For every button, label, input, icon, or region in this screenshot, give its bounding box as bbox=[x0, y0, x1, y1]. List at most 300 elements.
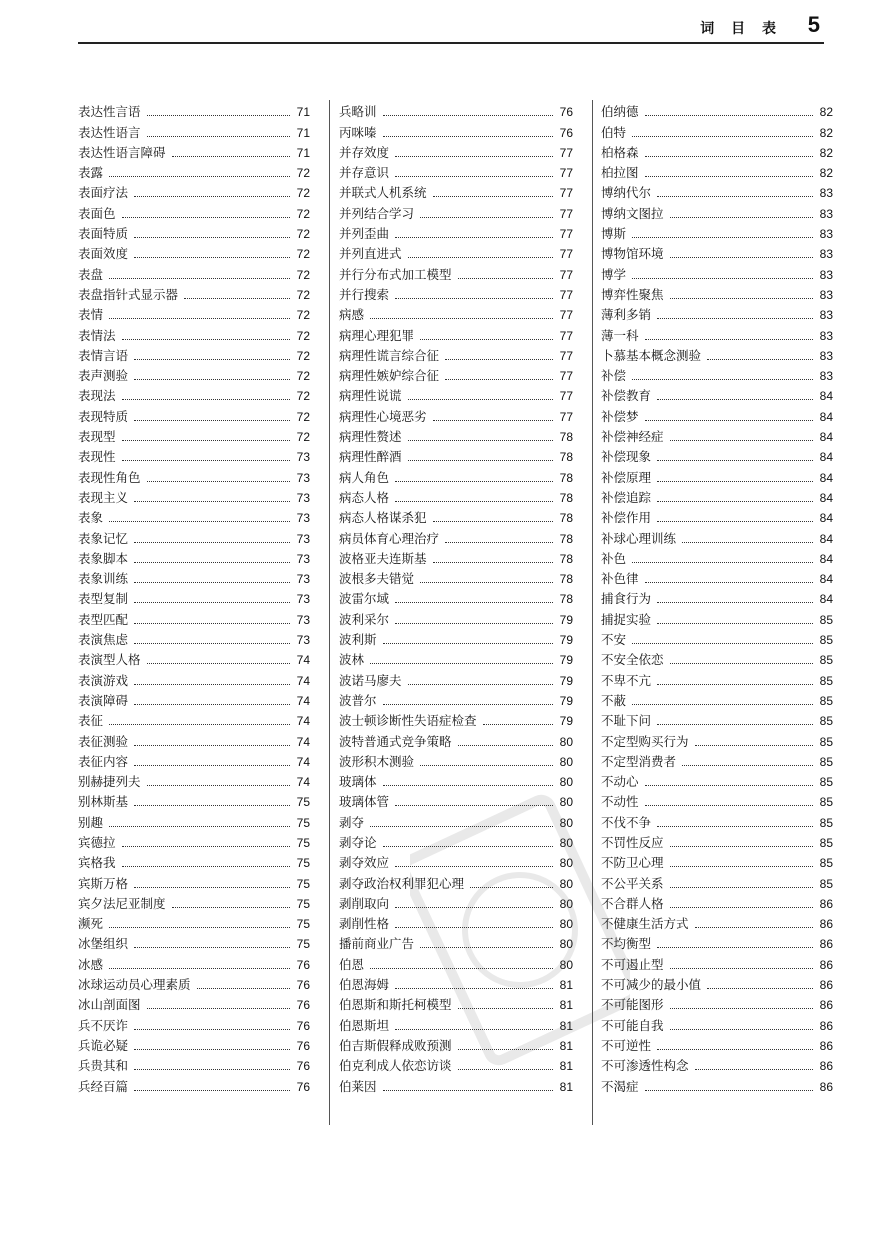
index-column-1 bbox=[78, 100, 310, 1095]
index-page-number: 72 bbox=[296, 389, 310, 404]
index-entry bbox=[339, 364, 573, 384]
index-page-number: 80 bbox=[559, 734, 573, 749]
index-term: 不伐不争 bbox=[601, 814, 652, 830]
dot-leader bbox=[670, 1008, 813, 1009]
index-page-number: 72 bbox=[296, 186, 310, 201]
dot-leader bbox=[420, 217, 553, 218]
index-page-number: 80 bbox=[559, 754, 573, 769]
index-entry bbox=[78, 242, 310, 262]
index-entry bbox=[339, 404, 573, 424]
index-page-number: 76 bbox=[296, 1079, 310, 1094]
index-term: 波诺马廖夫 bbox=[339, 672, 402, 688]
index-page-number: 80 bbox=[559, 896, 573, 911]
index-term: 伯纳德 bbox=[601, 104, 639, 120]
index-page-number: 75 bbox=[296, 917, 310, 932]
dot-leader bbox=[433, 562, 553, 563]
index-page-number: 72 bbox=[296, 409, 310, 424]
index-page-number: 72 bbox=[296, 166, 310, 181]
dot-leader bbox=[670, 968, 813, 969]
index-page-number: 77 bbox=[559, 166, 573, 181]
index-term: 病态人格谋杀犯 bbox=[339, 510, 427, 526]
dot-leader bbox=[670, 217, 813, 218]
index-term: 冰感 bbox=[78, 956, 104, 972]
index-entry bbox=[78, 384, 310, 404]
index-term: 别赫捷列夫 bbox=[78, 774, 141, 790]
index-term: 伯特 bbox=[601, 124, 627, 140]
index-term: 表型复制 bbox=[78, 591, 129, 607]
index-page-number: 81 bbox=[559, 998, 573, 1013]
dot-leader bbox=[645, 582, 813, 583]
index-term: 补偿 bbox=[601, 368, 627, 384]
dot-leader bbox=[433, 420, 553, 421]
dot-leader bbox=[458, 745, 553, 746]
dot-leader bbox=[134, 887, 290, 888]
dot-leader bbox=[657, 399, 813, 400]
index-page-number: 86 bbox=[819, 998, 833, 1013]
dot-leader bbox=[433, 196, 553, 197]
dot-leader bbox=[147, 115, 290, 116]
dot-leader bbox=[134, 805, 290, 806]
index-entry bbox=[78, 465, 310, 485]
dot-leader bbox=[420, 582, 553, 583]
dot-leader bbox=[122, 339, 290, 340]
index-term: 兵略训 bbox=[339, 104, 377, 120]
index-term: 并列结合学习 bbox=[339, 205, 415, 221]
index-entry bbox=[601, 100, 833, 120]
index-entry bbox=[78, 1034, 310, 1054]
dot-leader bbox=[433, 521, 553, 522]
index-term: 表演障碍 bbox=[78, 692, 129, 708]
dot-leader bbox=[483, 724, 553, 725]
index-entry bbox=[78, 668, 310, 688]
index-entry bbox=[601, 851, 833, 871]
index-term: 不可渗透性构念 bbox=[601, 1058, 689, 1074]
index-entry bbox=[601, 689, 833, 709]
dot-leader bbox=[657, 602, 813, 603]
dot-leader bbox=[707, 359, 813, 360]
index-term: 补偿追踪 bbox=[601, 489, 652, 505]
index-term: 播前商业广告 bbox=[339, 936, 415, 952]
index-term: 波利斯 bbox=[339, 632, 377, 648]
index-entry bbox=[601, 668, 833, 688]
index-term: 不防卫心理 bbox=[601, 855, 664, 871]
dot-leader bbox=[134, 542, 290, 543]
dot-leader bbox=[147, 785, 290, 786]
index-term: 表声测验 bbox=[78, 368, 129, 384]
dot-leader bbox=[707, 988, 813, 989]
index-entry bbox=[339, 465, 573, 485]
index-term: 表现性 bbox=[78, 449, 116, 465]
index-page-number: 73 bbox=[296, 592, 310, 607]
index-page-number: 84 bbox=[819, 572, 833, 587]
index-entry bbox=[601, 993, 833, 1013]
dot-leader bbox=[645, 785, 813, 786]
dot-leader bbox=[632, 278, 813, 279]
dot-leader bbox=[109, 278, 290, 279]
dot-leader bbox=[134, 704, 290, 705]
index-entry bbox=[601, 709, 833, 729]
index-page-number: 73 bbox=[296, 572, 310, 587]
index-term: 宾德拉 bbox=[78, 834, 116, 850]
index-page-number: 85 bbox=[819, 673, 833, 688]
dot-leader bbox=[134, 1049, 290, 1050]
index-term: 补偿梦 bbox=[601, 408, 639, 424]
index-page-number: 81 bbox=[559, 1018, 573, 1033]
index-page-number: 83 bbox=[819, 369, 833, 384]
dot-leader bbox=[395, 602, 553, 603]
index-term: 并存意识 bbox=[339, 165, 390, 181]
index-entry bbox=[78, 547, 310, 567]
dot-leader bbox=[458, 278, 553, 279]
index-page-number: 74 bbox=[296, 693, 310, 708]
dot-leader bbox=[134, 1029, 290, 1030]
index-term: 不可逆性 bbox=[601, 1037, 652, 1053]
index-page-number: 78 bbox=[559, 531, 573, 546]
index-term: 并联式人机系统 bbox=[339, 185, 427, 201]
column-divider bbox=[329, 100, 330, 1125]
index-page-number: 77 bbox=[559, 348, 573, 363]
index-entry bbox=[601, 141, 833, 161]
index-page-number: 86 bbox=[819, 1059, 833, 1074]
dot-leader bbox=[445, 359, 553, 360]
dot-leader bbox=[134, 947, 290, 948]
index-page-number: 75 bbox=[296, 835, 310, 850]
index-page-number: 76 bbox=[559, 125, 573, 140]
index-term: 病理性嫉妒综合征 bbox=[339, 368, 440, 384]
dot-leader bbox=[682, 542, 813, 543]
dot-leader bbox=[657, 826, 813, 827]
index-term: 剥夺政治权利罪犯心理 bbox=[339, 875, 465, 891]
index-page-number: 73 bbox=[296, 470, 310, 485]
index-page-number: 73 bbox=[296, 612, 310, 627]
dot-leader bbox=[670, 298, 813, 299]
index-page-number: 82 bbox=[819, 105, 833, 120]
index-entry bbox=[78, 344, 310, 364]
index-page-number: 83 bbox=[819, 267, 833, 282]
index-term: 剥削取向 bbox=[339, 895, 390, 911]
index-term: 薄一科 bbox=[601, 327, 639, 343]
index-page-number: 71 bbox=[296, 145, 310, 160]
dot-leader bbox=[670, 663, 813, 664]
index-page-number: 74 bbox=[296, 673, 310, 688]
index-entry bbox=[601, 770, 833, 790]
index-term: 表现型 bbox=[78, 429, 116, 445]
index-page-number: 71 bbox=[296, 125, 310, 140]
index-entry bbox=[601, 648, 833, 668]
index-entry bbox=[339, 222, 573, 242]
index-entry bbox=[601, 1074, 833, 1094]
dot-leader bbox=[445, 542, 553, 543]
dot-leader bbox=[657, 196, 813, 197]
dot-leader bbox=[420, 765, 553, 766]
index-entry bbox=[601, 1034, 833, 1054]
index-entry bbox=[339, 506, 573, 526]
index-page-number: 85 bbox=[819, 693, 833, 708]
index-page-number: 74 bbox=[296, 653, 310, 668]
index-page-number: 78 bbox=[559, 551, 573, 566]
index-entry bbox=[78, 932, 310, 952]
index-page-number: 77 bbox=[559, 389, 573, 404]
dot-leader bbox=[109, 176, 290, 177]
index-page-number: 77 bbox=[559, 206, 573, 221]
dot-leader bbox=[147, 481, 290, 482]
index-term: 表达性语言障碍 bbox=[78, 144, 166, 160]
index-page-number: 83 bbox=[819, 308, 833, 323]
index-entry bbox=[339, 120, 573, 140]
index-term: 补偿教育 bbox=[601, 388, 652, 404]
index-page-number: 78 bbox=[559, 572, 573, 587]
index-entry bbox=[78, 161, 310, 181]
index-page-number: 83 bbox=[819, 348, 833, 363]
dot-leader bbox=[383, 704, 553, 705]
index-page-number: 77 bbox=[559, 409, 573, 424]
index-term: 不均衡型 bbox=[601, 936, 652, 952]
index-entry bbox=[601, 384, 833, 404]
index-page-number: 86 bbox=[819, 978, 833, 993]
index-term: 濒死 bbox=[78, 916, 104, 932]
index-entry bbox=[339, 547, 573, 567]
index-page-number: 81 bbox=[559, 978, 573, 993]
dot-leader bbox=[134, 602, 290, 603]
index-entry bbox=[601, 344, 833, 364]
index-page-number: 86 bbox=[819, 957, 833, 972]
index-page-number: 75 bbox=[296, 876, 310, 891]
index-entry bbox=[78, 283, 310, 303]
dot-leader bbox=[670, 257, 813, 258]
dot-leader bbox=[134, 1069, 290, 1070]
index-term: 表征 bbox=[78, 713, 104, 729]
index-entry bbox=[339, 750, 573, 770]
dot-leader bbox=[134, 765, 290, 766]
dot-leader bbox=[645, 115, 813, 116]
index-term: 补偿作用 bbox=[601, 510, 652, 526]
index-term: 冰球运动员心理素质 bbox=[78, 977, 191, 993]
index-entry bbox=[339, 628, 573, 648]
index-term: 柏拉图 bbox=[601, 165, 639, 181]
index-entry bbox=[601, 181, 833, 201]
index-page-number: 86 bbox=[819, 937, 833, 952]
index-page-number: 82 bbox=[819, 125, 833, 140]
index-entry bbox=[339, 141, 573, 161]
index-page-number: 86 bbox=[819, 1018, 833, 1033]
index-page-number: 75 bbox=[296, 815, 310, 830]
dot-leader bbox=[632, 643, 813, 644]
index-page-number: 84 bbox=[819, 470, 833, 485]
index-term: 表现特质 bbox=[78, 408, 129, 424]
dot-leader bbox=[134, 257, 290, 258]
dot-leader bbox=[197, 988, 290, 989]
index-entry bbox=[78, 892, 310, 912]
index-page-number: 77 bbox=[559, 328, 573, 343]
index-term: 不可能图形 bbox=[601, 997, 664, 1013]
index-term: 表演型人格 bbox=[78, 652, 141, 668]
dot-leader bbox=[134, 684, 290, 685]
index-entry bbox=[339, 161, 573, 181]
index-entry bbox=[78, 120, 310, 140]
index-page-number: 84 bbox=[819, 592, 833, 607]
index-page-number: 79 bbox=[559, 653, 573, 668]
index-page-number: 72 bbox=[296, 348, 310, 363]
dot-leader bbox=[445, 379, 553, 380]
index-term: 宾斯万格 bbox=[78, 875, 129, 891]
dot-leader bbox=[172, 156, 290, 157]
index-term: 病理性谎言综合征 bbox=[339, 347, 440, 363]
index-page-number: 81 bbox=[559, 1079, 573, 1094]
index-entry bbox=[601, 120, 833, 140]
index-entry bbox=[339, 587, 573, 607]
index-term: 别趣 bbox=[78, 814, 104, 830]
index-page-number: 83 bbox=[819, 186, 833, 201]
index-entry bbox=[601, 729, 833, 749]
dot-leader bbox=[632, 379, 813, 380]
dot-leader bbox=[134, 623, 290, 624]
index-page-number: 74 bbox=[296, 775, 310, 790]
dot-leader bbox=[657, 318, 813, 319]
index-page-number: 85 bbox=[819, 795, 833, 810]
index-page-number: 83 bbox=[819, 328, 833, 343]
index-term: 柏格森 bbox=[601, 144, 639, 160]
index-term: 剥夺论 bbox=[339, 834, 377, 850]
index-entry bbox=[601, 364, 833, 384]
index-term: 波利采尔 bbox=[339, 611, 390, 627]
index-page-number: 80 bbox=[559, 876, 573, 891]
index-term: 补球心理训练 bbox=[601, 530, 677, 546]
index-entry bbox=[78, 1054, 310, 1074]
index-entry bbox=[78, 912, 310, 932]
dot-leader bbox=[395, 481, 553, 482]
index-page-number: 72 bbox=[296, 247, 310, 262]
index-page-number: 72 bbox=[296, 308, 310, 323]
section-title: 词 目 表 bbox=[700, 21, 782, 37]
index-term: 表象训练 bbox=[78, 571, 129, 587]
index-term: 不安全依恋 bbox=[601, 652, 664, 668]
index-term: 波林 bbox=[339, 652, 365, 668]
index-term: 冰堡组织 bbox=[78, 936, 129, 952]
index-page-number: 80 bbox=[559, 815, 573, 830]
dot-leader bbox=[632, 136, 813, 137]
index-term: 表型匹配 bbox=[78, 611, 129, 627]
index-entry bbox=[78, 404, 310, 424]
index-page-number: 77 bbox=[559, 247, 573, 262]
index-term: 伯恩斯和斯托柯模型 bbox=[339, 997, 452, 1013]
dot-leader bbox=[370, 318, 553, 319]
dot-leader bbox=[147, 1008, 290, 1009]
index-entry bbox=[78, 689, 310, 709]
dot-leader bbox=[122, 866, 290, 867]
index-entry bbox=[339, 283, 573, 303]
index-page-number: 73 bbox=[296, 531, 310, 546]
index-term: 波形积木测验 bbox=[339, 753, 415, 769]
index-entry bbox=[78, 810, 310, 830]
dot-leader bbox=[134, 501, 290, 502]
dot-leader bbox=[109, 318, 290, 319]
index-term: 不渴症 bbox=[601, 1078, 639, 1094]
dot-leader bbox=[109, 521, 290, 522]
index-page-number: 73 bbox=[296, 490, 310, 505]
page-number: 5 bbox=[807, 12, 820, 37]
index-term: 捕捉实验 bbox=[601, 611, 652, 627]
index-term: 病理性醉酒 bbox=[339, 449, 402, 465]
index-entry bbox=[339, 689, 573, 709]
dot-leader bbox=[408, 257, 553, 258]
index-term: 宾格我 bbox=[78, 855, 116, 871]
index-entry bbox=[339, 445, 573, 465]
dot-leader bbox=[147, 663, 290, 664]
index-page-number: 77 bbox=[559, 369, 573, 384]
index-page-number: 78 bbox=[559, 511, 573, 526]
dot-leader bbox=[408, 460, 553, 461]
dot-leader bbox=[657, 481, 813, 482]
index-page-number: 71 bbox=[296, 105, 310, 120]
dot-leader bbox=[134, 237, 290, 238]
index-entry bbox=[78, 181, 310, 201]
index-entry bbox=[601, 607, 833, 627]
dot-leader bbox=[184, 298, 290, 299]
index-entry bbox=[78, 952, 310, 972]
index-entry bbox=[339, 262, 573, 282]
index-page-number: 80 bbox=[559, 957, 573, 972]
index-page-number: 85 bbox=[819, 612, 833, 627]
index-page-number: 86 bbox=[819, 1038, 833, 1053]
index-entry bbox=[339, 323, 573, 343]
index-page-number: 85 bbox=[819, 815, 833, 830]
dot-leader bbox=[670, 907, 813, 908]
index-page-number: 80 bbox=[559, 775, 573, 790]
index-term: 表面特质 bbox=[78, 226, 129, 242]
dot-leader bbox=[109, 826, 290, 827]
index-term: 病理心理犯罪 bbox=[339, 327, 415, 343]
index-term: 病人角色 bbox=[339, 469, 390, 485]
index-page-number: 79 bbox=[559, 714, 573, 729]
index-term: 剥夺 bbox=[339, 814, 365, 830]
index-term: 不可能自我 bbox=[601, 1017, 664, 1033]
index-page-number: 75 bbox=[296, 795, 310, 810]
index-page-number: 83 bbox=[819, 287, 833, 302]
index-term: 表象记忆 bbox=[78, 530, 129, 546]
dot-leader bbox=[395, 298, 553, 299]
index-term: 捕食行为 bbox=[601, 591, 652, 607]
dot-leader bbox=[395, 237, 553, 238]
index-page-number: 72 bbox=[296, 287, 310, 302]
dot-leader bbox=[695, 927, 813, 928]
dot-leader bbox=[109, 927, 290, 928]
index-page-number: 84 bbox=[819, 409, 833, 424]
index-page-number: 84 bbox=[819, 531, 833, 546]
index-entry bbox=[601, 222, 833, 242]
index-entry bbox=[339, 384, 573, 404]
dot-leader bbox=[657, 684, 813, 685]
index-term: 波普尔 bbox=[339, 692, 377, 708]
index-entry bbox=[601, 587, 833, 607]
index-page-number: 80 bbox=[559, 917, 573, 932]
index-page-number: 86 bbox=[819, 917, 833, 932]
index-page-number: 86 bbox=[819, 1079, 833, 1094]
dot-leader bbox=[395, 501, 553, 502]
index-term: 不可遏止型 bbox=[601, 956, 664, 972]
index-entry bbox=[601, 404, 833, 424]
index-page-number: 85 bbox=[819, 754, 833, 769]
index-entry bbox=[78, 141, 310, 161]
index-page-number: 73 bbox=[296, 551, 310, 566]
index-page-number: 85 bbox=[819, 653, 833, 668]
index-entry bbox=[78, 262, 310, 282]
index-entry bbox=[601, 1054, 833, 1074]
index-entry bbox=[339, 526, 573, 546]
index-page-number: 72 bbox=[296, 206, 310, 221]
index-term: 兵不厌诈 bbox=[78, 1017, 129, 1033]
index-term: 伯恩海姆 bbox=[339, 977, 390, 993]
index-term: 不动性 bbox=[601, 794, 639, 810]
